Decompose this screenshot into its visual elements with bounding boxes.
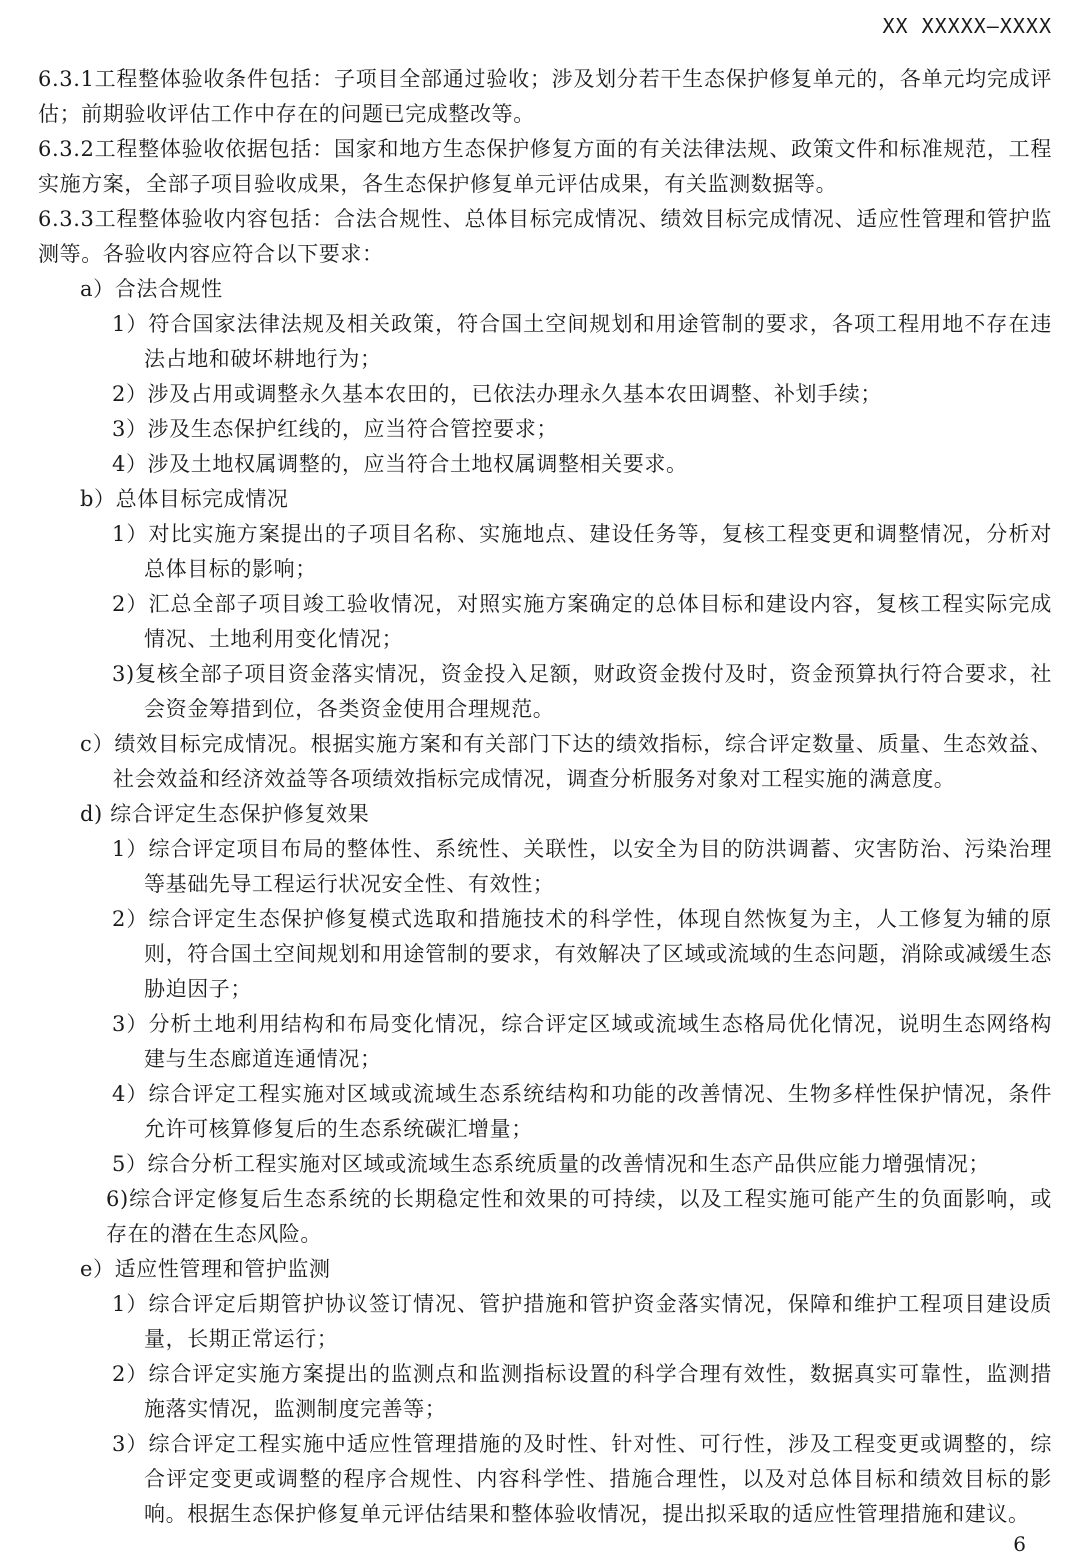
section-d-item-1: 1）综合评定项目布局的整体性、系统性、关联性，以安全为目的防洪调蓄、灾害防治、污染治理等基础先导工程运行状况安全性、有效性； (112, 837, 1052, 896)
section-d-item-5: 5）综合分析工程实施对区域或流域生态系统质量的改善情况和生态产品供应能力增强情况； (112, 1152, 990, 1176)
section-b-item-2: 2）汇总全部子项目竣工验收情况，对照实施方案确定的总体目标和建设内容，复核工程实际完成情况、土地利用变化情况； (112, 592, 1052, 651)
section-d-item-3: 3）分析土地利用结构和布局变化情况，综合评定区域或流域生态格局优化情况，说明生态网络构建与生态廊道连通情况； (112, 1012, 1052, 1071)
document-code: XX XXXXX—XXXX (882, 14, 1052, 38)
document-body (38, 62, 1052, 1532)
section-a-item-4: 4）涉及土地权属调整的，应当符合土地权属调整相关要求。 (112, 452, 688, 476)
section-a-item-3: 3）涉及生态保护红线的，应当符合管控要求； (112, 417, 558, 441)
section-d-title: d) 综合评定生态保护修复效果 (80, 802, 370, 826)
section-d-item-6: 6)综合评定修复后生态系统的长期稳定性和效果的可持续，以及工程实施可能产生的负面影响，或存在的潜在生态风险。 (106, 1187, 1052, 1246)
section-b-title: b）总体目标完成情况 (80, 487, 289, 511)
section-c-text: c）绩效目标完成情况。根据实施方案和有关部门下达的绩效指标，综合评定数量、质量、生态效益、社会效益和经济效益等各项绩效指标完成情况，调查分析服务对象对工程实施的满意度。 (80, 732, 1052, 791)
clause-6-3-1: 6.3.1工程整体验收条件包括：子项目全部通过验收；涉及划分若干生态保护修复单元的，各单元均完成评估；前期验收评估工作中存在的问题已完成整改等。 (38, 67, 1052, 126)
clause-6-3-2: 6.3.2工程整体验收依据包括：国家和地方生态保护修复方面的有关法律法规、政策文件和标准规范，工程实施方案，全部子项目验收成果，各生态保护修复单元评估成果，有关监测数据等。 (38, 137, 1052, 196)
clause-6-3-3: 6.3.3工程整体验收内容包括：合法合规性、总体目标完成情况、绩效目标完成情况、适应性管理和管护监测等。各验收内容应符合以下要求： (38, 207, 1052, 266)
section-a-title: a）合法合规性 (80, 277, 223, 301)
section-e-item-1: 1）综合评定后期管护协议签订情况、管护措施和管护资金落实情况，保障和维护工程项目建设质量，长期正常运行； (112, 1292, 1052, 1351)
section-e-title: e）适应性管理和管护监测 (80, 1257, 331, 1281)
section-b-item-3: 3)复核全部子项目资金落实情况，资金投入足额，财政资金拨付及时，资金预算执行符合要求，社会资金筹措到位，各类资金使用合理规范。 (112, 662, 1052, 721)
section-d-item-4: 4）综合评定工程实施对区域或流域生态系统结构和功能的改善情况、生物多样性保护情况，条件允许可核算修复后的生态系统碳汇增量； (112, 1082, 1052, 1141)
page-number: 6 (1013, 1532, 1026, 1556)
section-d-item-2: 2）综合评定生态保护修复模式选取和措施技术的科学性，体现自然恢复为主，人工修复为辅的原则，符合国土空间规划和用途管制的要求，有效解决了区域或流域的生态问题，消除或减缓生态胁迫因子； (112, 907, 1052, 1001)
section-a-item-2: 2）涉及占用或调整永久基本农田的，已依法办理永久基本农田调整、补划手续； (112, 382, 882, 406)
section-e-item-2: 2）综合评定实施方案提出的监测点和监测指标设置的科学合理有效性，数据真实可靠性，监测措施落实情况，监测制度完善等； (112, 1362, 1052, 1421)
section-e-item-3: 3）综合评定工程实施中适应性管理措施的及时性、针对性、可行性，涉及工程变更或调整的，综合评定变更或调整的程序合规性、内容科学性、措施合理性，以及对总体目标和绩效目标的影响。根据生态保护修复单元评估结果和整体验收情况，提出拟采取的适应性管理措施和建议。 (112, 1432, 1052, 1526)
section-a-item-1: 1）符合国家法律法规及相关政策，符合国土空间规划和用途管制的要求，各项工程用地不存在违法占地和破坏耕地行为； (112, 312, 1052, 371)
section-b-item-1: 1）对比实施方案提出的子项目名称、实施地点、建设任务等，复核工程变更和调整情况，分析对总体目标的影响； (112, 522, 1052, 581)
